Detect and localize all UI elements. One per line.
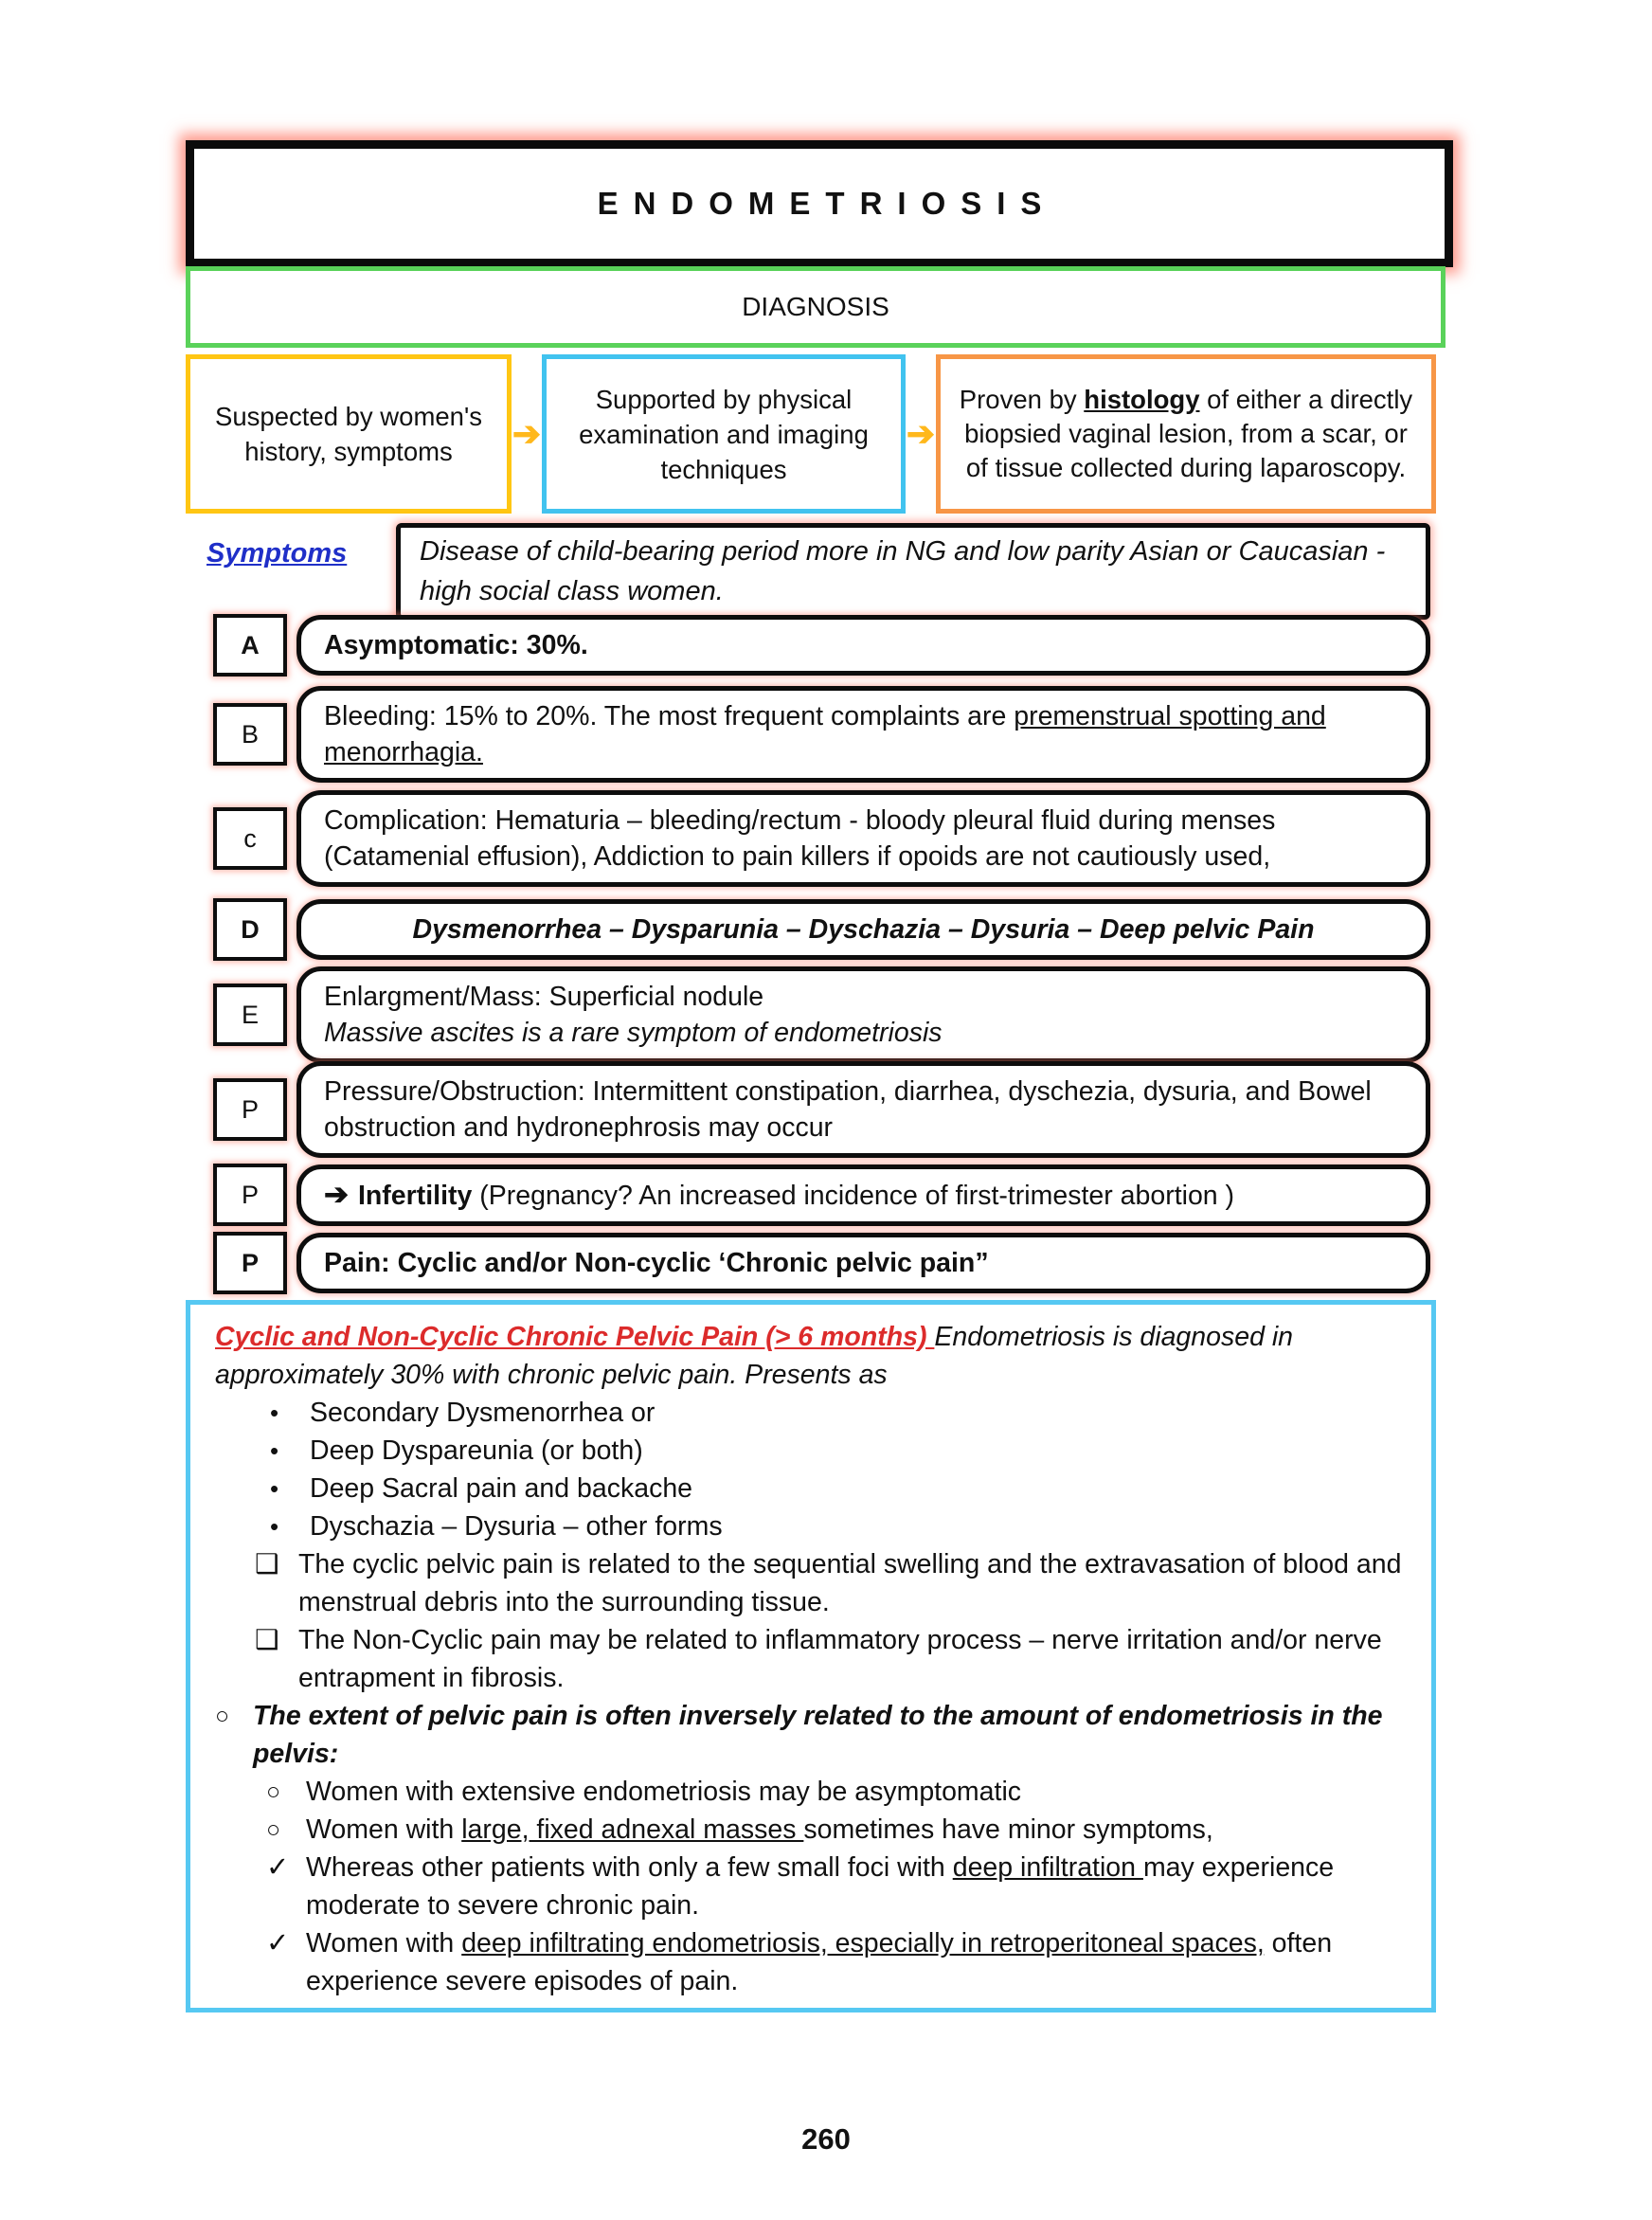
flow-box-supported-text: Supported by physical examination and imaging techniques xyxy=(579,384,869,484)
list-item: ❑ The Non-Cyclic pain may be related to inflammatory process – nerve irritation and/or nerve entrapment in fibrosis. xyxy=(255,1621,1407,1697)
letter-box-p2: P xyxy=(213,1164,287,1226)
title-box xyxy=(186,140,1453,267)
circle-bullet-icon: ○ xyxy=(266,1778,281,1805)
symptom-row-pain xyxy=(213,1232,1430,1294)
flow-box-suspected xyxy=(186,354,512,514)
row-content-asymptomatic: Asymptomatic: 30%. xyxy=(296,615,1430,676)
right-arrow-icon: ➔ xyxy=(324,1177,349,1211)
pain-heading: Cyclic and Non-Cyclic Chronic Pelvic Pain (> 6 months) Endometriosis is diagnosed in approximately 30% with chronic pelvic pain. Presents as xyxy=(215,1322,1294,1390)
symptoms-label: Symptoms xyxy=(206,538,348,569)
chronic-pelvic-pain-box xyxy=(186,1300,1436,2012)
letter-box-a: A xyxy=(213,614,287,677)
flow-arrow-icon: ➔ xyxy=(512,414,542,453)
bullet-icon: • xyxy=(270,1474,279,1503)
list-item: • Deep Dyspareunia (or both) xyxy=(270,1432,1407,1470)
bullet-icon: • xyxy=(270,1399,279,1427)
letter-box-d: D xyxy=(213,898,287,961)
pain-heading-highlight: Cyclic and Non-Cyclic Chronic Pelvic Pain (> 6 months) xyxy=(215,1322,935,1352)
symptom-row-dysmenorrhea xyxy=(213,898,1430,961)
check-icon: ✓ xyxy=(266,1928,290,1958)
letter-box-c: c xyxy=(213,807,287,870)
list-item: • Dyschazia – Dysuria – other forms xyxy=(270,1507,1407,1545)
check-icon: ✓ xyxy=(266,1852,290,1883)
symptom-row-bleeding xyxy=(213,686,1430,783)
page-number: 260 xyxy=(801,2122,851,2156)
bullet-icon: • xyxy=(270,1512,279,1541)
page-title: ENDOMETRIOSIS xyxy=(597,186,1057,221)
extent-note: ○ The extent of pelvic pain is often inversely related to the amount of endometriosis in the pelvis: xyxy=(215,1697,1407,1773)
row-content-dysmenorrhea: Dysmenorrhea – Dysparunia – Dyschazia – Dysuria – Deep pelvic Pain xyxy=(296,899,1430,960)
bullet-icon: • xyxy=(270,1436,279,1465)
circle-bullet-icon: ○ xyxy=(266,1816,281,1843)
checkbox-icon: ❑ xyxy=(255,1625,279,1655)
diagnosis-heading-box xyxy=(186,266,1446,348)
circle-bullet-icon: ○ xyxy=(215,1703,230,1729)
letter-box-b: B xyxy=(213,703,287,766)
symptom-row-infertility xyxy=(213,1164,1430,1226)
row-content-complication: Complication: Hematuria – bleeding/rectum - bloody pleural fluid during menses (Catamenial effusion), Addiction to pain killers if opoids are not cautiously used, xyxy=(296,790,1430,887)
list-item: ✓ Whereas other patients with only a few small foci with deep infiltration may experience moderate to severe chronic pain. xyxy=(266,1849,1407,1924)
list-item: • Deep Sacral pain and backache xyxy=(270,1470,1407,1507)
letter-box-e: E xyxy=(213,984,287,1046)
list-item: ○ Women with extensive endometriosis may be asymptomatic xyxy=(266,1773,1407,1811)
symptom-row-complication xyxy=(213,790,1430,887)
row-content-enlargement: Enlargment/Mass: Superficial nodule Massive ascites is a rare symptom of endometriosis xyxy=(296,966,1430,1063)
list-item: ✓ Women with deep infiltrating endometriosis, especially in retroperitoneal spaces, often experience severe episodes of pain. xyxy=(266,1924,1407,2000)
symptom-row-pressure xyxy=(213,1061,1430,1158)
row-content-bleeding: Bleeding: 15% to 20%. The most frequent complaints are premenstrual spotting and menorrhagia. xyxy=(296,686,1430,783)
symptoms-intro-text: Disease of child-bearing period more in NG and low parity Asian or Caucasian - high social class women. xyxy=(420,536,1386,606)
diagnosis-flow xyxy=(186,354,1436,514)
list-item: • Secondary Dysmenorrhea or xyxy=(270,1394,1407,1432)
flow-box-suspected-text: Suspected by women's history, symptoms xyxy=(215,402,482,466)
diagnosis-heading: DIAGNOSIS xyxy=(742,292,889,321)
list-item: ❑ The cyclic pelvic pain is related to the sequential swelling and the extravasation of blood and menstrual debris into the surrounding tissue. xyxy=(255,1545,1407,1621)
checkbox-icon: ❑ xyxy=(255,1549,279,1579)
flow-arrow-icon: ➔ xyxy=(906,414,936,453)
symptom-row-enlargement xyxy=(213,966,1430,1063)
list-item: ○ Women with large, fixed adnexal masses sometimes have minor symptoms, xyxy=(266,1811,1407,1849)
letter-box-p3: P xyxy=(213,1232,287,1294)
flow-box-proven xyxy=(936,354,1436,514)
letter-box-p1: P xyxy=(213,1078,287,1141)
row-content-pain: Pain: Cyclic and/or Non-cyclic ‘Chronic pelvic pain” xyxy=(296,1233,1430,1293)
row-content-infertility: ➔ Infertility (Pregnancy? An increased incidence of first-trimester abortion ) xyxy=(296,1164,1430,1226)
flow-box-proven-text: Proven by histology of either a directly biopsied vaginal lesion, from a scar, or of tissue collected during laparoscopy. xyxy=(959,385,1413,482)
row-content-pressure: Pressure/Obstruction: Intermittent constipation, diarrhea, dyschezia, dysuria, and Bowel obstruction and hydronephrosis may occur xyxy=(296,1061,1430,1158)
flow-box-supported xyxy=(542,354,906,514)
symptom-row-asymptomatic xyxy=(213,614,1430,677)
histology-emphasis: histology xyxy=(1084,385,1200,414)
symptoms-intro-box xyxy=(396,523,1430,620)
